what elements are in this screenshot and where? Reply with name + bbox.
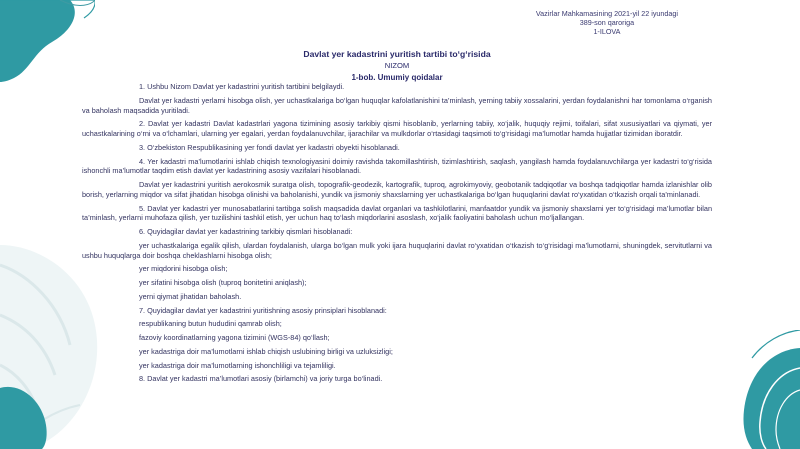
paragraph-5: 4. Yer kadastri ma’lumotlarini ishlab chiqish texnologiyasini doimiy ravishda takomillashtirish, tizimlashtirish, saqlash, yangilash hamda foydalanuvchilarga yer kadastri to‘g‘risida ishonchli ma’lumotlar taqdim etish davlat yer kadastrining asosiy vazifalari hisoblanadi.: [82, 156, 712, 176]
bottom-right-teal-wave: [700, 330, 800, 449]
paragraph-1: 1. Ushbu Nizom Davlat yer kadastrini yuritish tartibini belgilaydi.: [139, 82, 345, 91]
top-left-teal-blob: [0, 0, 95, 90]
paragraph-3: 2. Davlat yer kadastri Davlat kadastrlari yagona tizimining asosiy tarkibiy qismi hisoblanib, yerlarning tabiiy, xo‘jalik, huquqiy rejimi, toifalari, sifat xususiyatlari va qiymati, yer uchastkalarining o‘rni va o‘lchamlari, ularning yer egalari, yerdan foydalanuvchilar, ijarachilar va mulkdorlar o‘rtasidagi taqsimoti to‘g‘risidagi ma’lumotlar hamda hujjatlar tizimidan iboratdir.: [82, 119, 712, 138]
paragraph-9: yer uchastkalariga egalik qilish, ulardan foydalanish, ularga bo‘lgan mulk yoki ijara huquqlarini davlat ro‘yxatidan o‘tkazish to‘g‘risidagi ma’lumotlarni, shuningdek, servitutlarni va ushbu huquqlarga doir boshqa cheklashlarni hisobga olish;: [82, 240, 712, 260]
list-item-6: yer kadastriga doir ma’lumotlarni ishlab chiqish uslubining birligi va uzluksizligi;: [139, 346, 393, 356]
approval-line-2: 389-son qaroriga: [579, 18, 635, 27]
document-body: [82, 82, 712, 384]
approval-line-3: 1-ILOVA: [593, 27, 621, 36]
approval-stamp: [536, 9, 678, 36]
list-item-7: yer kadastriga doir ma’lumotlarning ishonchliligi va tejamliligi.: [139, 360, 336, 370]
list-item-4: respublikaning butun hududini qamrab olish;: [139, 319, 282, 329]
document-title: Davlat yer kadastrini yuritish tartibi to‘g‘risida: [303, 49, 491, 59]
list-item-5: fazoviy koordinatlarning yagona tizimini (WGS-84) qo‘llash;: [139, 333, 330, 342]
approval-line-1: Vazirlar Mahkamasining 2021-yil 22 iyundagi: [535, 9, 678, 18]
document-page: [82, 6, 712, 449]
chapter-heading: 1-bob. Umumiy qoidalar: [351, 73, 443, 82]
list-item-3: yerni qiymat jihatidan baholash.: [139, 291, 242, 301]
paragraph-7: 5. Davlat yer kadastri yer munosabatlarini tartibga solish maqsadida davlat organlari va tashkilotlarini, manfaatdor yundik va jismoniy shaxslarni yer to‘g‘risidagi ma’lumotlar bilan ta’minlash, yerlarni muhofaza qilish, yer tuzilishini tashkil etish, yer uchun haq to‘lash miqdorlarini asoslash, xo‘jalik faoliyatini baholash uchun mo‘ljallangan.: [82, 203, 712, 223]
paragraph-11: 8. Davlat yer kadastri ma’lumotlari asosiy (birlamchi) va joriy turga bo‘linadi.: [139, 374, 383, 384]
paragraph-8: 6. Quyidagilar davlat yer kadastrining tarkibiy qismlari hisoblanadi:: [139, 227, 353, 236]
list-item-1: yer miqdorini hisobga olish;: [139, 264, 228, 274]
paragraph-10: 7. Quyidagilar davlat yer kadastrini yuritishning asosiy prinsiplari hisoblanadi:: [139, 305, 387, 315]
list-item-2: yer sifatini hisobga olish (tuproq bonitetini aniqlash);: [139, 278, 307, 287]
bottom-left-teal-blob: [0, 380, 60, 449]
paragraph-6: Davlat yer kadastrini yuritish aerokosmik suratga olish, topografik-geodezik, kartografik, tuproq, agrokimyoviy, geobotanik tadqiqotlar va boshqa tadqiqotlar hamda izlanishlar olib borish, yerlarning miqdor va sifat jihatidan hisobga olinishi va baholanishi, yundik va jismoniy shaxslarning yer uchastkalariga bo‘lgan huquqlarini davlat ro‘yxatidan o‘tkazish orqali ta’minlanadi.: [82, 180, 712, 199]
paragraph-4: 3. O‘zbekiston Respublikasining yer fondi davlat yer kadastri obyekti hisoblanadi.: [139, 142, 400, 152]
paragraph-2: Davlat yer kadastri yerlarni hisobga olish, yer uchastkalariga bo‘lgan huquqlar kafolatlanishini ta’minlash, yerning tabiiy xossalarini, yerdan foydalanishni har tomonlama o‘rganish va baholash maqsadida yuritiladi.: [82, 95, 712, 115]
document-subtitle: NIZOM: [384, 61, 410, 70]
